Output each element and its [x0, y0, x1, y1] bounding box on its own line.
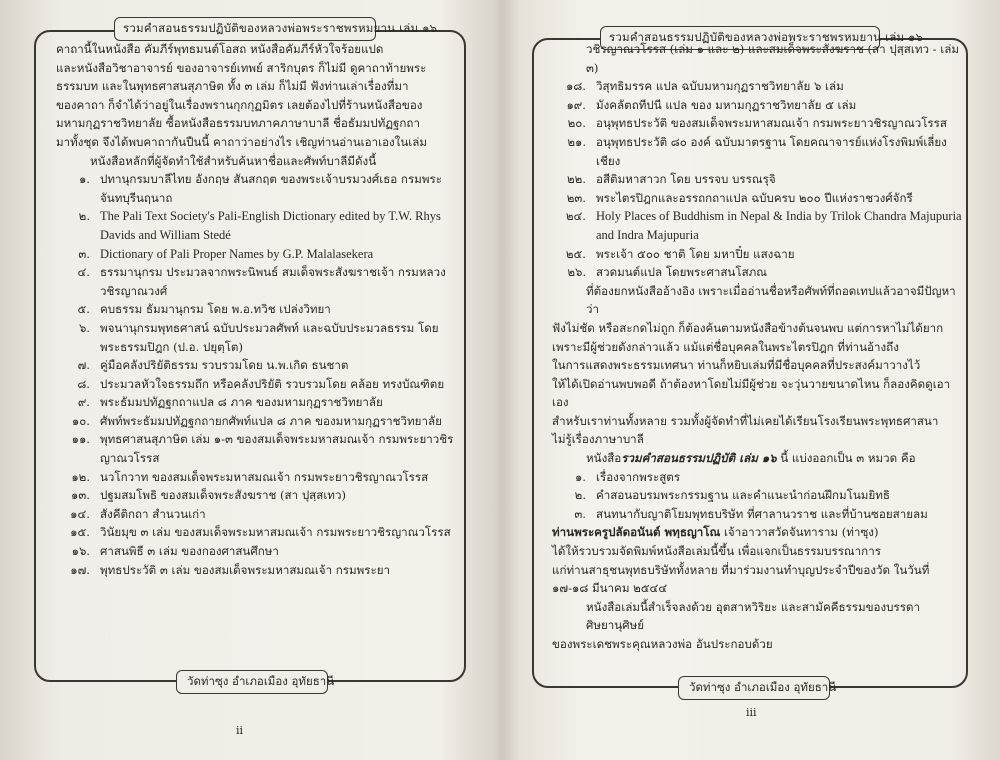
sections-intro-suffix: นี้ แบ่งออกเป็น ๓ หมวด คือ	[776, 451, 916, 466]
reference-item-text: สังคีติกถา สำนวนเก่า	[100, 506, 206, 521]
intro-line-5: มหามกุฏราชวิทยาลัย ซื้อหนังสือธรรมบทภาคภาษาบาลี ชื่อธัมมปทัฏฐกถา	[56, 116, 420, 131]
reference-item-text: ธรรมานุกรม ประมวลจากพระนิพนธ์ สมเด็จพระสังฆราชเจ้า กรมหลวงวชิรญาณวงศ์	[100, 265, 446, 298]
reference-item	[56, 356, 456, 375]
para3-line-2: ได้ให้รวบรวมจัดพิมพ์หนังสือเล่มนี้ขึ้น เพื่อแจกเป็นธรรมบรรณาการ	[552, 544, 881, 559]
intro-line-6: มาทั้งชุด จึงได้พบคาถากันปืนนี้ คาถาว่าอย่างไร เชิญท่านอ่านเอาเองในเล่ม	[56, 134, 427, 149]
reference-item-text: The Pali Text Society's Pali-English Dictionary edited by T.W. Rhys Davids and William Stedé	[100, 209, 441, 242]
reference-list	[56, 170, 456, 579]
reference-item-text: นวโกวาท ของสมเด็จพระมหาสมณเจ้า กรมพระยาวชิรญาณวโรรส	[100, 469, 429, 484]
section-item-number: ๑.	[574, 469, 586, 484]
reference-item-text: ศาสนพิธี ๓ เล่ม ของกองศาสนศึกษา	[100, 544, 279, 559]
para3-line-3: แก่ท่านสาธุชนพุทธบริษัททั้งหลาย ที่มาร่วมงานทำบุญประจำปีของวัด ในวันที่	[552, 562, 930, 577]
intro-line-4: ของคาถา ก็จำได้ว่าอยู่ในเรื่องพรานกุกกุฏมิตร เลยต้องไปที่ร้านหนังสือของ	[56, 97, 423, 112]
reference-item	[56, 468, 456, 487]
reference-item-text: พุทธประวัติ ๓ เล่ม ของสมเด็จพระมหาสมณเจ้า กรมพระยา	[100, 562, 391, 577]
reference-item	[56, 412, 456, 431]
reference-item	[552, 133, 962, 170]
reference-item-number: ๑๗.	[70, 562, 90, 577]
reference-item-number: ๒๖.	[567, 265, 586, 280]
sections-intro	[552, 449, 962, 468]
left-page-footer: วัดท่าซุง อำเภอเมือง อุทัยธานี	[176, 670, 328, 694]
reference-item-text: คู่มือคลังปริยัติธรรม รวบรวมโดย น.พ.เกิด ธนชาต	[100, 358, 349, 373]
section-item-number: ๒.	[574, 488, 586, 503]
reference-item	[56, 486, 456, 505]
section-item	[552, 505, 962, 524]
right-page-number: iii	[746, 706, 757, 719]
reference-continuation: วชิรญาณวโรรส (เล่ม ๑ และ ๒) และสมเด็จพระสังฆราช (สา ปุสฺสเทว - เล่ม ๓)	[586, 42, 959, 75]
references-intro: หนังสือหลักที่ผู้จัดทำใช้สำหรับค้นหาชื่อและศัพท์บาลีมีดังนี้	[90, 153, 377, 168]
reference-item-number: ๒๔.	[565, 209, 586, 224]
para4-line-2: ของพระเดชพระคุณหลวงพ่อ อันประกอบด้วย	[552, 637, 773, 651]
section-list	[552, 468, 962, 524]
reference-item-text: พระไตรปิฎกและอรรถกถาแปล ฉบับครบ ๒๐๐ ปีแห่งราชวงศ์จักรี	[596, 190, 913, 205]
reference-item	[56, 300, 456, 319]
section-item-text: สนทนากับญาติโยมพุทธบริษัท ที่ศาลานวราช และที่บ้านซอยสายลม	[596, 506, 928, 521]
para1-line-4: ในการแสดงพระธรรมเทศนา ท่านก็หยิบเล่มที่มีชื่อบุคคลที่ประสงค์มาวางไว้	[552, 358, 921, 373]
section-item	[552, 486, 962, 505]
left-page	[0, 0, 498, 760]
para1-line-2: ฟังไม่ชัด หรือสะกดไม่ถูก ก็ต้องค้นตามหนังสือข้างต้นจนพบ แต่การหาไม่ได้ยาก	[552, 320, 944, 335]
reference-item-text: วิสุทธิมรรค แปล ฉบับมหามกุฏราชวิทยาลัย ๖ เล่ม	[596, 79, 844, 94]
reference-item-text: อสีติมหาสาวก โดย บรรจบ บรรณรุจิ	[596, 172, 776, 187]
reference-item	[56, 170, 456, 207]
reference-item-text: มังคลัตถทีปนี แปล ของ มหามกุฏราชวิทยาลัย ๕ เล่ม	[596, 97, 857, 112]
sections-intro-prefix: หนังสือ	[586, 451, 622, 466]
reference-item-number: ๒๐.	[567, 116, 586, 131]
reference-item	[552, 189, 962, 208]
reference-item-number: ๓.	[78, 246, 90, 261]
reference-item-text: พุทธศาสนสุภาษิต เล่ม ๑-๓ ของสมเด็จพระมหาสมณเจ้า กรมพระยาวชิรญาณวโรรส	[100, 432, 454, 466]
reference-item-text: วินัยมุข ๓ เล่ม ของสมเด็จพระมหาสมณเจ้า กรมพระยาวชิรญาณวโรรส	[100, 525, 451, 540]
reference-item	[56, 245, 456, 264]
reference-item	[56, 207, 456, 244]
reference-item-number: ๑๒.	[71, 469, 90, 484]
section-item-text: คำสอนอบรมพระกรรมฐาน และคำแนะนำก่อนฝึกมโนมยิทธิ	[596, 488, 890, 503]
section-item-text: เรื่องจากพระสูตร	[596, 469, 681, 484]
reference-item-number: ๑๘.	[566, 79, 586, 94]
reference-item	[56, 319, 456, 356]
reference-item-text: อนุพุทธประวัติ ของสมเด็จพระมหาสมณเจ้า กรมพระยาวชิรญาณวโรรส	[596, 116, 947, 131]
reference-item-number: ๖.	[78, 320, 90, 335]
reference-item	[56, 505, 456, 524]
para3-line-1	[552, 523, 962, 542]
intro-line-2: และหนังสือวิชาอาจารย์ ของอาจารย์เทพย์ สาริกบุตร ก็ไม่มี ดูคาถาท้ายพระ	[56, 60, 427, 75]
reference-item-number: ๗.	[77, 358, 90, 373]
reference-item	[552, 207, 962, 244]
reference-item-text: Holy Places of Buddhism in Nepal & India by Trilok Chandra Majupuria and Indra Majupuria	[596, 209, 962, 242]
reference-list-continued	[552, 77, 962, 282]
para1-line-7: ไม่รู้เรื่องภาษาบาลี	[552, 432, 644, 447]
reference-item	[552, 96, 962, 115]
reference-item	[552, 170, 962, 189]
reference-item-text: Dictionary of Pali Proper Names by G.P. Malalasekera	[100, 246, 374, 261]
reference-item-text: อนุพุทธประวัติ ๘๐ องค์ ฉบับมาตรฐาน โดยคณาจารย์แห่งโรงพิมพ์เลี่ยงเชียง	[596, 134, 947, 168]
abbot-name: ท่านพระครูปลัดอนันต์ พทฺธญาโณ	[552, 525, 721, 540]
reference-item-number: ๑๓.	[71, 488, 90, 503]
reference-item-number: ๑๐.	[71, 413, 90, 428]
intro-line-1: คาถานี้ในหนังสือ คัมภีร์พุทธมนต์โอสถ หนังสือคัมภีร์หัวใจร้อยแปด	[56, 42, 384, 56]
para1-line-6: สำหรับเราท่านทั้งหลาย รวมทั้งผู้จัดทำที่ไม่เคยได้เรียนโรงเรียนพระพุทธศาสนา	[552, 413, 939, 428]
reference-item-number: ๘.	[77, 376, 90, 391]
book-title-italic: รวมคำสอนธรรมปฏิบัติ เล่ม ๑๖	[621, 451, 777, 466]
reference-item-number: ๒๕.	[565, 246, 586, 261]
reference-item-number: ๑.	[78, 172, 90, 187]
section-item-number: ๓.	[574, 506, 586, 521]
reference-item	[56, 375, 456, 394]
para4-line-1: หนังสือเล่มนี้สำเร็จลงด้วย อุตสาหวิริยะ และสามัคคีธรรมของบรรดาศิษยานุศิษย์	[586, 599, 921, 633]
reference-item	[552, 263, 962, 282]
para1-line-3: เพราะมีผู้ช่วยดังกล่าวแล้ว แม้แต่ชื่อบุคคลในพระไตรปิฎก ที่ท่านอ้างถึง	[552, 339, 899, 354]
para3-line-1-text: เจ้าอาวาสวัดจันทาราม (ท่าซุง)	[720, 525, 879, 540]
left-page-content	[56, 40, 456, 579]
reference-item-text: ปฐมสมโพธิ ของสมเด็จพระสังฆราช (สา ปุสฺสเทว)	[100, 488, 346, 503]
reference-item	[552, 114, 962, 133]
para1-line-1: ที่ต้องยกหนังสืออ้างอิง เพราะเมื่ออ่านชื่อหรือศัพท์ที่ถอดเทปแล้วอาจมีปัญหาว่า	[586, 283, 956, 317]
reference-item-text: ประมวลหัวใจธรรมถึก หรือคลังปริยัติ รวบรวมโดย คล้อย ทรงบัณฑิตย	[100, 376, 445, 391]
reference-item-number: ๑๖.	[71, 544, 90, 559]
reference-item-number: ๑๔.	[70, 506, 90, 521]
reference-item-number: ๔.	[77, 265, 90, 280]
reference-item-number: ๑๕.	[70, 525, 90, 540]
para1-line-5: ให้ได้เปิดอ่านพบพอดี ถ้าต้องหาโดยไม่มีผู้ช่วย จะวุ่นวายขนาดไหน ก็ลองคิดดูเอาเอง	[552, 376, 951, 410]
right-page	[502, 0, 1000, 760]
reference-item-text: พระธัมมปทัฏฐกถาแปล ๘ ภาค ของมหามกุฏราชวิทยาลัย	[100, 395, 383, 410]
reference-item	[56, 561, 456, 580]
reference-item-number: ๒.	[78, 209, 90, 224]
para3-line-4: ๑๗-๑๘ มีนาคม ๒๕๔๔	[552, 581, 668, 596]
reference-item	[56, 523, 456, 542]
reference-item-number: ๒๓.	[566, 190, 586, 205]
reference-item-text: พระเจ้า ๕๐๐ ชาติ โดย มหาปิ๋ย แสงฉาย	[596, 246, 795, 261]
reference-item	[56, 263, 456, 300]
reference-item-number: ๑๑.	[71, 432, 90, 447]
reference-item-number: ๕.	[77, 302, 90, 317]
reference-item	[552, 77, 962, 96]
section-item	[552, 468, 962, 487]
left-page-header: รวมคำสอนธรรมปฏิบัติของหลวงพ่อพระราชพรหมยาน เล่ม ๑๖	[114, 17, 376, 41]
reference-item-text: ปทานุกรมบาลีไทย อังกฤษ สันสกฤต ของพระเจ้าบรมวงศ์เธอ กรมพระจันทบุรีนฤนาถ	[100, 172, 442, 205]
reference-item-number: ๑๙.	[566, 97, 586, 112]
right-page-content	[552, 40, 962, 654]
reference-item-text: คบธรรม ธัมมานุกรม โดย พ.อ.ทวิช เปล่งวิทยา	[100, 302, 331, 317]
reference-item	[56, 393, 456, 412]
reference-item-number: ๙.	[77, 395, 90, 410]
reference-item-text: พจนานุกรมพุทธศาสน์ ฉบับประมวลศัพท์ และฉบับประมวลธรรม โดยพระธรรมปิฎก (ป.อ. ปยุตฺโต)	[100, 320, 439, 354]
left-page-number: ii	[236, 724, 244, 737]
right-page-header: รวมคำสอนธรรมปฏิบัติของหลวงพ่อพระราชพรหมยาน เล่ม ๑๖	[600, 26, 880, 50]
reference-item-number: ๒๑.	[567, 134, 586, 149]
reference-item-number: ๒๒.	[567, 172, 586, 187]
reference-item-text: ศัพท์พระธัมมปทัฏฐกถายกศัพท์แปล ๘ ภาค ของมหามกุฏราชวิทยาลัย	[100, 413, 442, 428]
intro-line-3: ธรรมบท และในพุทธศาสนสุภาษิต ทั้ง ๓ เล่ม ก็ไม่มี ฟังท่านเล่าเรื่องที่มา	[56, 79, 409, 94]
reference-item-text: สวดมนต์แปล โดยพระศาสนโสภณ	[596, 265, 768, 280]
reference-item	[56, 430, 456, 467]
reference-item	[56, 542, 456, 561]
right-page-footer: วัดท่าซุง อำเภอเมือง อุทัยธานี	[678, 676, 830, 700]
reference-item	[552, 245, 962, 264]
